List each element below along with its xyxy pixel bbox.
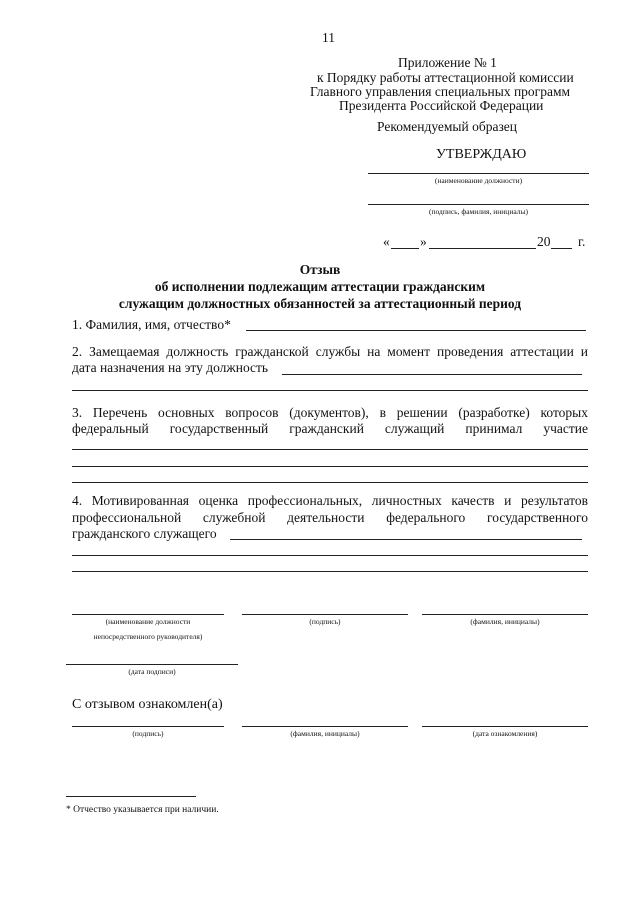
item-3-line-1: 3. Перечень основных вопросов (документов), в решении (разработке) которых xyxy=(72,405,588,420)
appendix-title: Приложение № 1 xyxy=(398,55,497,70)
appendix-line-2: Главного управления специальных программ xyxy=(310,84,571,99)
supervisor-position-line[interactable] xyxy=(72,614,224,615)
footnote-separator xyxy=(66,796,196,797)
page-number: 11 xyxy=(322,30,335,45)
footnote: * Отчество указывается при наличии. xyxy=(66,805,219,815)
signature-line xyxy=(368,204,589,205)
sign-date-line[interactable] xyxy=(66,664,238,665)
position-line xyxy=(368,173,589,174)
ack-date-line[interactable] xyxy=(422,726,588,727)
ack-signature-line[interactable] xyxy=(72,726,224,727)
date-open-quote: « xyxy=(383,234,390,249)
full-name-field-line[interactable] xyxy=(246,330,586,331)
supervisor-signature-line[interactable] xyxy=(242,614,408,615)
ack-name-caption: (фамилия, инициалы) xyxy=(290,729,360,738)
issues-field-line-1[interactable] xyxy=(72,449,588,450)
appendix-line-1: к Порядку работы аттестационной комиссии xyxy=(317,70,574,85)
position-caption: (наименование должности) xyxy=(434,176,523,185)
date-close-quote: » xyxy=(420,234,427,249)
year-suffix: г. xyxy=(578,234,586,249)
form-title-line-1: Отзыв xyxy=(299,262,341,277)
form-title-line-2: об исполнении подлежащим аттестации гражданским xyxy=(154,279,486,294)
year-line xyxy=(551,248,572,249)
ack-name-line[interactable] xyxy=(242,726,408,727)
position-date-field-line-2[interactable] xyxy=(72,390,588,391)
approval-heading: УТВЕРЖДАЮ xyxy=(436,147,527,162)
ack-date-caption: (дата ознакомления) xyxy=(472,729,538,738)
issues-field-line-3[interactable] xyxy=(72,482,588,483)
item-1-label: 1. Фамилия, имя, отчество* xyxy=(72,317,231,332)
supervisor-position-caption-1: (наименование должности xyxy=(105,617,191,626)
ack-signature-caption: (подпись) xyxy=(132,729,164,738)
supervisor-position-caption-2: непосредственного руководителя) xyxy=(93,632,203,641)
item-3-line-2: федеральный государственный гражданский служащий принимал участие xyxy=(72,421,588,436)
appendix-line-3: Президента Российской Федерации xyxy=(339,98,544,113)
supervisor-name-caption: (фамилия, инициалы) xyxy=(470,617,540,626)
signature-caption: (подпись, фамилия, инициалы) xyxy=(428,207,529,216)
item-4-line-3: гражданского служащего xyxy=(72,526,217,541)
month-line xyxy=(429,248,536,249)
item-2-line-2: дата назначения на эту должность xyxy=(72,360,269,375)
acknowledgement-heading: С отзывом ознакомлен(а) xyxy=(72,697,223,712)
issues-field-line-2[interactable] xyxy=(72,466,588,467)
evaluation-field-line-2[interactable] xyxy=(72,555,588,556)
evaluation-field-line-3[interactable] xyxy=(72,571,588,572)
evaluation-field-line-1[interactable] xyxy=(230,539,582,540)
form-title-line-3: служащим должностных обязанностей за аттестационный период xyxy=(118,296,522,311)
year-prefix: 20 xyxy=(537,234,551,249)
supervisor-name-line[interactable] xyxy=(422,614,588,615)
position-date-field-line[interactable] xyxy=(282,374,582,375)
day-line xyxy=(391,248,419,249)
item-4-line-1: 4. Мотивированная оценка профессиональных, личностных качеств и результатов xyxy=(72,493,588,508)
item-2-line-1: 2. Замещаемая должность гражданской службы на момент проведения аттестации и xyxy=(72,344,588,359)
item-4-line-2: профессиональной служебной деятельности федерального государственного xyxy=(72,510,588,525)
sample-label: Рекомендуемый образец xyxy=(377,119,518,134)
supervisor-signature-caption: (подпись) xyxy=(309,617,341,626)
sign-date-caption: (дата подписи) xyxy=(128,667,176,676)
